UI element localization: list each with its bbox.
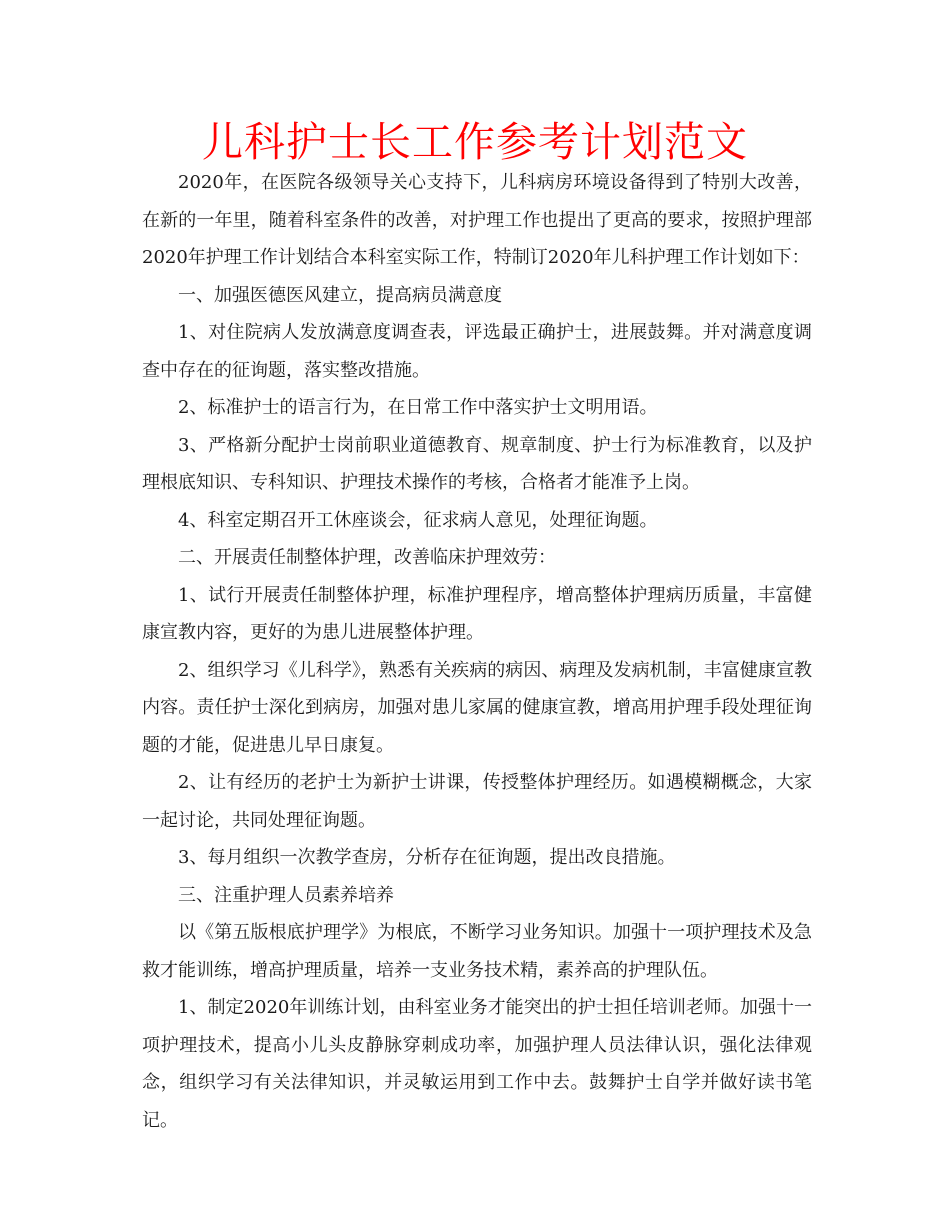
paragraph: 以《第五版根底护理学》为根底，不断学习业务知识。加强十一项护理技术及急救才能训练，增高护理质量，培养一支业务技术精，素养高的护理队伍。 bbox=[142, 922, 812, 981]
document-body bbox=[142, 164, 812, 1139]
section-heading-3: 三、注重护理人员素养培养 bbox=[178, 884, 394, 906]
paragraph: 3、严格新分配护士岗前职业道德教育、规章制度、护士行为标准教育，以及护理根底知识、专科知识、护理技术操作的考核，合格者才能准予上岗。 bbox=[142, 434, 812, 493]
paragraph: 2、标准护士的语言行为，在日常工作中落实护士文明用语。 bbox=[178, 397, 658, 418]
paragraph: 2、组织学习《儿科学》，熟悉有关疾病的病因、病理及发病机制，丰富健康宣教内容。责任护士深化到病房，加强对患儿家属的健康宣教，增高用护理手段处理征询题的才能，促进患儿早日康复。 bbox=[142, 659, 812, 756]
paragraph-intro: 2020年，在医院各级领导关心支持下，儿科病房环境设备得到了特别大改善，在新的一年里，随着科室条件的改善，对护理工作也提出了更高的要求，按照护理部2020年护理工作计划结合本科室实际工作，特制订2020年儿科护理工作计划如下： bbox=[142, 172, 812, 268]
paragraph: 1、对住院病人发放满意度调查表，评选最正确护士，进展鼓舞。并对满意度调查中存在的征询题，落实整改措施。 bbox=[142, 322, 812, 381]
document-title: 儿科护士长工作参考计划范文 bbox=[202, 118, 748, 166]
paragraph: 2、让有经历的老护士为新护士讲课，传授整体护理经历。如遇模糊概念，大家一起讨论，共同处理征询题。 bbox=[142, 772, 812, 831]
section-heading-2: 二、开展责任制整体护理，改善临床护理效劳： bbox=[178, 547, 556, 568]
paragraph: 1、制定2020年训练计划，由科室业务才能突出的护士担任培训老师。加强十一项护理技术，提高小儿头皮静脉穿刺成功率，加强护理人员法律认识，强化法律观念，组织学习有关法律知识，并灵敏运用到工作中去。鼓舞护士自学并做好读书笔记。 bbox=[142, 997, 812, 1131]
paragraph: 4、科室定期召开工休座谈会，征求病人意见，处理征询题。 bbox=[178, 509, 658, 531]
section-heading-1: 一、加强医德医风建立，提高病员满意度 bbox=[178, 284, 502, 306]
paragraph: 3、每月组织一次教学查房，分析存在征询题，提出改良措施。 bbox=[178, 847, 676, 868]
paragraph: 1、试行开展责任制整体护理，标准护理程序，增高整体护理病历质量，丰富健康宣教内容，更好的为患儿进展整体护理。 bbox=[142, 584, 812, 643]
